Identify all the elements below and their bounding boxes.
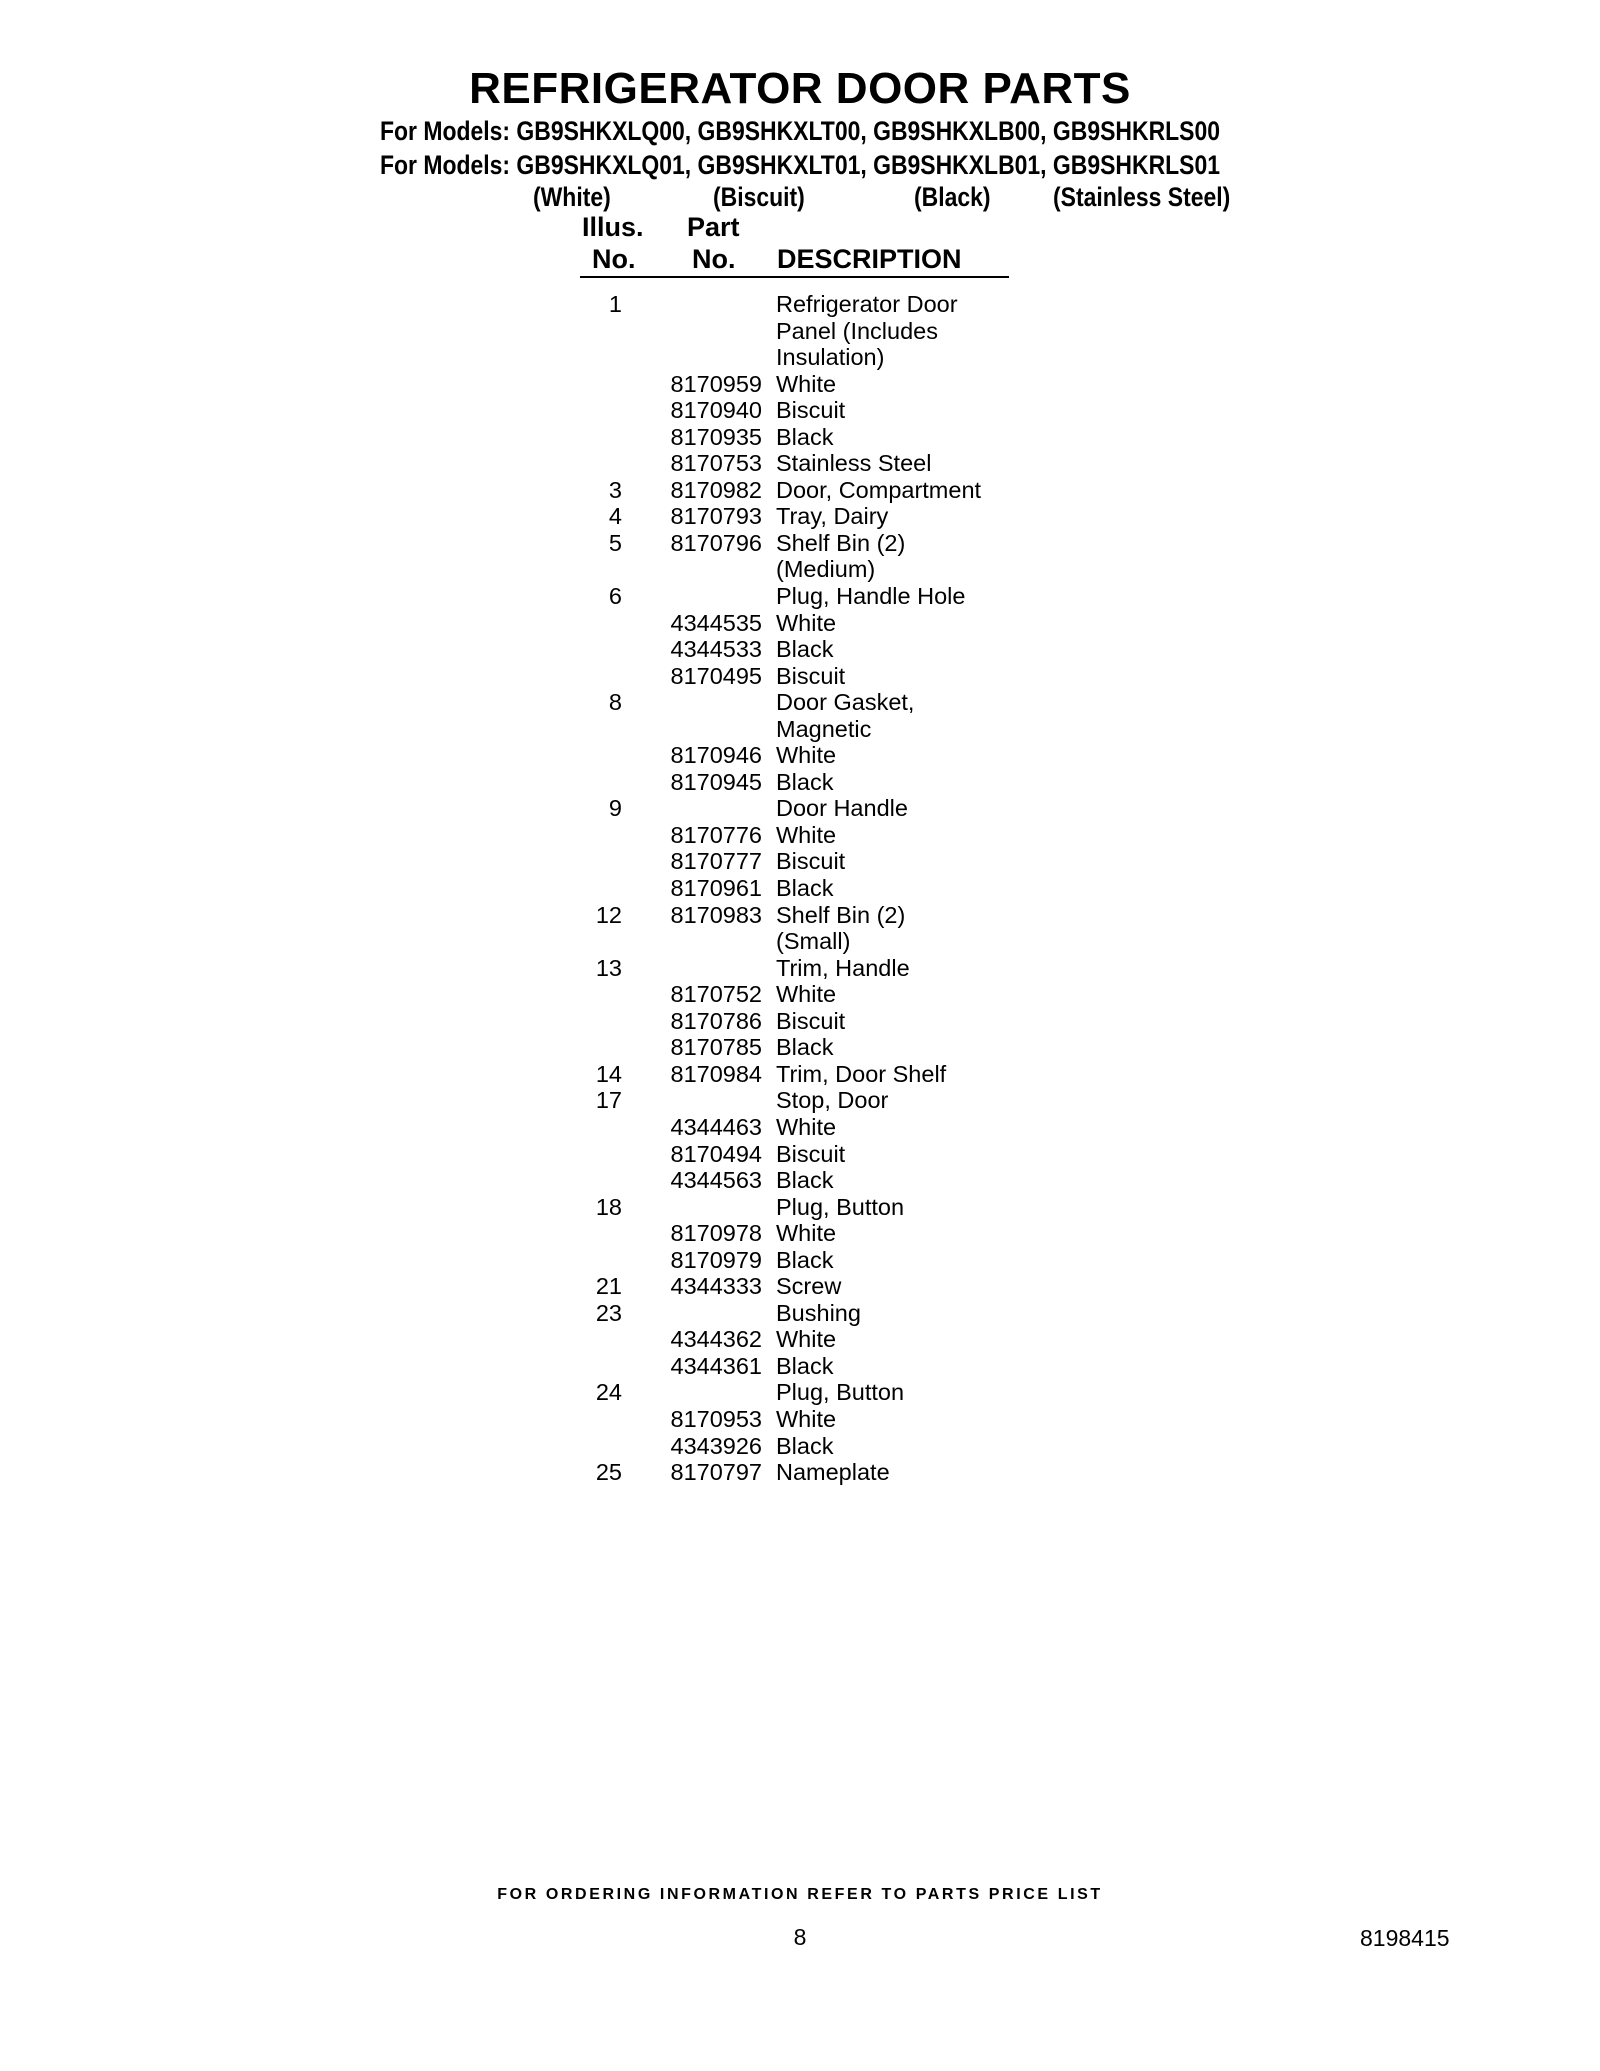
part-number: 8170796 [670,529,762,556]
part-number: 8170946 [670,742,762,769]
part-description: Black [776,1167,834,1194]
part-description: Tray, Dairy [776,503,889,530]
part-number: 4343926 [670,1432,762,1459]
header-illus-top: Illus. [582,212,644,242]
part-description: Panel (Includes [776,317,938,344]
part-number: 8170959 [670,370,762,397]
illus-number: 17 [595,1087,622,1114]
part-row [0,1273,1600,1300]
part-row [0,503,1600,530]
part-description: White [776,370,837,397]
part-row [0,1353,1600,1380]
part-number: 8170495 [670,662,762,689]
part-number: 8170935 [670,423,762,450]
part-row [0,530,1600,557]
part-number: 8170777 [670,848,762,875]
illus-number: 18 [595,1193,622,1220]
part-description: White [776,1113,837,1140]
part-row [0,397,1600,424]
part-description: Trim, Handle [776,954,910,981]
part-row [0,1433,1600,1460]
part-row [0,716,1600,743]
part-description: Black [776,636,834,663]
part-description: Shelf Bin (2) [776,901,906,928]
part-row [0,928,1600,955]
illus-number: 5 [608,529,622,556]
part-row [0,1114,1600,1141]
part-row [0,955,1600,982]
part-description: Shelf Bin (2) [776,529,906,556]
part-row [0,344,1600,371]
part-row [0,371,1600,398]
part-number: 8170785 [670,1034,762,1061]
part-number: 8170940 [670,397,762,424]
part-number: 8170979 [670,1246,762,1273]
part-row [0,477,1600,504]
illus-number: 9 [608,795,622,822]
part-row [0,902,1600,929]
header-underline [580,276,1009,278]
part-row [0,1141,1600,1168]
part-description: Biscuit [776,662,846,689]
part-number: 8170797 [670,1459,762,1486]
part-row [0,1406,1600,1433]
part-description: Black [776,1432,834,1459]
part-row [0,583,1600,610]
part-description: Magnetic [776,715,872,742]
part-number: 8170945 [670,768,762,795]
document-number: 8198415 [1360,1925,1450,1951]
part-description: White [776,821,837,848]
part-description: Black [776,1352,834,1379]
illus-number: 4 [608,503,622,530]
part-number: 4344333 [670,1273,762,1300]
part-row [0,636,1600,663]
part-row [0,1061,1600,1088]
part-row [0,450,1600,477]
part-number: 8170953 [670,1405,762,1432]
part-number: 8170982 [670,476,762,503]
part-row [0,795,1600,822]
part-number: 4344463 [670,1113,762,1140]
part-description: White [776,609,837,636]
part-row [0,1167,1600,1194]
header-part-top: Part [687,212,740,242]
part-description: White [776,742,837,769]
part-number: 4344563 [670,1167,762,1194]
part-description: Black [776,1034,834,1061]
part-number: 8170983 [670,901,762,928]
illus-number: 1 [608,291,622,317]
part-number: 8170494 [670,1140,762,1167]
part-number: 8170786 [670,1007,762,1034]
part-description: Door, Compartment [776,476,982,503]
part-row [0,1247,1600,1274]
illus-number: 6 [608,583,622,610]
illus-number: 23 [595,1299,622,1326]
part-row [0,1379,1600,1406]
part-row [0,848,1600,875]
part-description: Biscuit [776,1007,846,1034]
color-label-stainless: (Stainless Steel) [1053,182,1231,212]
part-description: Biscuit [776,1140,846,1167]
part-row [0,981,1600,1008]
part-row [0,769,1600,796]
part-row [0,610,1600,637]
part-row [0,1220,1600,1247]
color-label-black: (Black) [914,182,991,212]
part-description: (Small) [776,928,851,955]
part-description: Biscuit [776,848,846,875]
part-number: 8170793 [670,503,762,530]
models-line-1: For Models: GB9SHKXLQ00, GB9SHKXLT00, GB9SHKXLB00, GB9SHKRLS00 [380,116,1220,146]
illus-number: 13 [595,954,622,981]
part-description: Door Gasket, [776,689,915,716]
header-part-bottom: No. [692,244,736,274]
part-description: Black [776,768,834,795]
part-description: Biscuit [776,397,846,424]
part-row [0,689,1600,716]
part-description: White [776,1326,837,1353]
part-number: 8170752 [670,981,762,1008]
part-row [0,291,1600,318]
part-description: Black [776,1246,834,1273]
part-row [0,1008,1600,1035]
part-row [0,1087,1600,1114]
illus-number: 12 [595,901,622,928]
header-description: DESCRIPTION [777,244,962,274]
part-description: White [776,1220,837,1247]
part-description: Insulation) [776,344,885,371]
part-description: Stainless Steel [776,450,932,477]
part-row [0,424,1600,451]
part-row [0,1326,1600,1353]
part-description: White [776,1405,837,1432]
part-number: 4344533 [670,636,762,663]
part-number: 4344361 [670,1352,762,1379]
header-illus-bottom: No. [592,244,636,274]
part-number: 4344535 [670,609,762,636]
part-row [0,822,1600,849]
part-row [0,1300,1600,1327]
illus-number: 24 [595,1379,622,1406]
part-number: 8170753 [670,450,762,477]
part-description: Stop, Door [776,1087,889,1114]
part-number: 8170984 [670,1060,762,1087]
part-row [0,1034,1600,1061]
part-row [0,1194,1600,1221]
page-title: REFRIGERATOR DOOR PARTS [469,64,1131,113]
illus-number: 21 [595,1273,622,1300]
part-number: 8170961 [670,875,762,902]
part-number: 4344362 [670,1326,762,1353]
part-row [0,318,1600,345]
part-description: Plug, Handle Hole [776,583,966,610]
part-description: Black [776,423,834,450]
part-row [0,1459,1600,1486]
illus-number: 3 [608,476,622,503]
part-description: White [776,981,837,1008]
part-number: 8170776 [670,821,762,848]
models-line-2: For Models: GB9SHKXLQ01, GB9SHKXLT01, GB9SHKXLB01, GB9SHKRLS01 [380,150,1220,180]
part-row [0,742,1600,769]
part-description: Screw [776,1273,842,1300]
ordering-note: FOR ORDERING INFORMATION REFER TO PARTS PRICE LIST [497,1886,1103,1903]
part-description: Door Handle [776,795,908,822]
color-label-biscuit: (Biscuit) [713,182,805,212]
part-description: Refrigerator Door [776,291,958,317]
part-row [0,663,1600,690]
part-description: Trim, Door Shelf [776,1060,947,1087]
illus-number: 14 [595,1060,622,1087]
part-description: Plug, Button [776,1193,905,1220]
part-description: Nameplate [776,1459,890,1486]
illus-number: 8 [608,689,622,716]
part-description: Bushing [776,1299,861,1326]
color-label-white: (White) [533,182,611,212]
page-number: 8 [793,1924,807,1950]
parts-list [0,291,1600,1486]
part-row [0,875,1600,902]
illus-number: 25 [595,1459,622,1486]
part-description: Plug, Button [776,1379,905,1406]
part-description: Black [776,875,834,902]
part-number: 8170978 [670,1220,762,1247]
part-description: (Medium) [776,556,876,583]
part-row [0,556,1600,583]
